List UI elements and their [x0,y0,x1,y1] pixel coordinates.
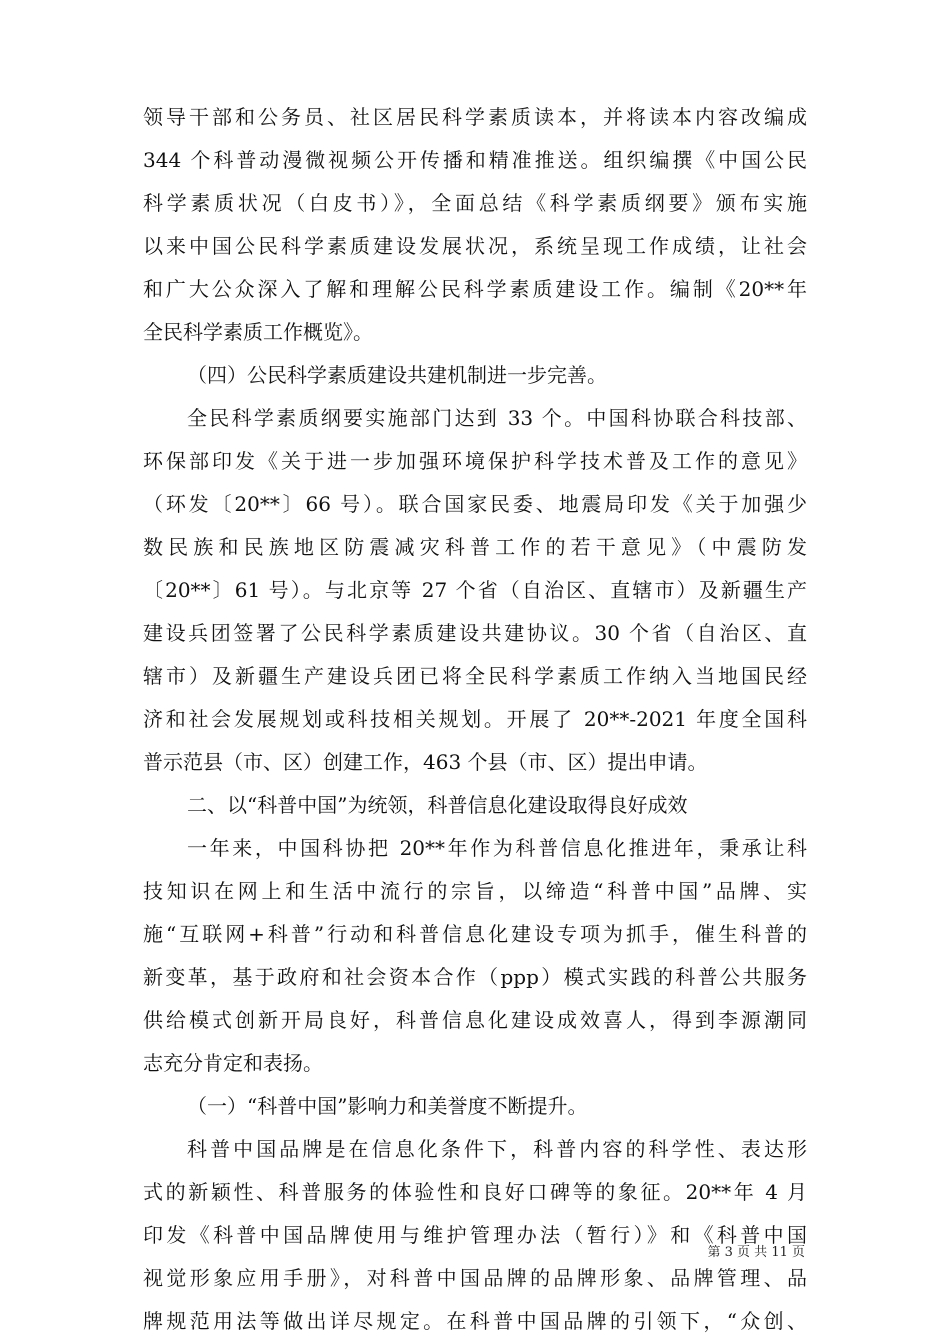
text-line: 志充分肯定和表扬。 [143,1051,323,1075]
text-line: 344 个科普动漫微视频公开传播和精准推送。组织编撰《中国公民 [143,148,807,172]
text-line: （四）公民科学素质建设共建机制进一步完善。 [187,363,607,387]
section-heading [143,784,807,827]
document-body [143,96,807,1343]
text-line: 一年来，中国科协把 20**年作为科普信息化推进年，秉承让科 [187,836,807,860]
text-line: 济和社会发展规划或科技相关规划。开展了 20**-2021 年度全国科 [143,707,807,731]
paragraph [143,827,807,1085]
text-line: 以来中国公民科学素质建设发展状况，系统呈现工作成绩，让社会 [143,234,807,258]
text-line: 普示范县（市、区）创建工作，463 个县（市、区）提出申请。 [143,750,708,774]
paragraph [143,96,807,354]
text-line: 建设兵团签署了公民科学素质建设共建协议。30 个省（自治区、直 [143,621,807,645]
page-number-footer: 第 3 页 共 11 页 [707,1245,805,1260]
text-line: 全民科学素质工作概览》。 [143,320,373,344]
text-line: 环保部印发《关于进一步加强环境保护科学技术普及工作的意见》 [143,449,807,473]
text-line: 新变革，基于政府和社会资本合作（ppp）模式实践的科普公共服务 [143,965,807,989]
paragraph [143,1128,807,1343]
text-line: 科学素质状况（白皮书）》，全面总结《科学素质纲要》颁布实施 [143,191,807,215]
text-line: 领导干部和公务员、社区居民科学素质读本，并将读本内容改编成 [143,105,807,129]
paragraph [143,397,807,784]
text-line: 施“互联网+科普”行动和科普信息化建设专项为抓手，催生科普的 [143,922,807,946]
section-heading [143,1085,807,1128]
text-line: 全民科学素质纲要实施部门达到 33 个。中国科协联合科技部、 [187,406,807,430]
text-line: 式的新颖性、科普服务的体验性和良好口碑等的象征。20**年 4 月 [143,1180,807,1204]
text-line: 供给模式创新开局良好，科普信息化建设成效喜人，得到李源潮同 [143,1008,807,1032]
text-line: （环发〔20**〕66 号）。联合国家民委、地震局印发《关于加强少 [143,492,807,516]
text-line: 技知识在网上和生活中流行的宗旨，以缔造“科普中国”品牌、实 [143,879,807,903]
section-heading [143,354,807,397]
text-line: （一）“科普中国”影响力和美誉度不断提升。 [187,1094,588,1118]
text-line: 〔20**〕61 号）。与北京等 27 个省（自治区、直辖市）及新疆生产 [143,578,807,602]
text-line: 印发《科普中国品牌使用与维护管理办法（暂行）》和《科普中国 [143,1223,807,1247]
text-line: 视觉形象应用手册》，对科普中国品牌的品牌形象、品牌管理、品 [143,1266,807,1290]
text-line: 和广大公众深入了解和理解公民科学素质建设工作。编制《20**年 [143,277,807,301]
text-line: 科普中国品牌是在信息化条件下，科普内容的科学性、表达形 [187,1137,807,1161]
text-line: 二、以“科普中国”为统领，科普信息化建设取得良好成效 [187,793,688,817]
text-line: 牌规范用法等做出详尽规定。在科普中国品牌的引领下，“众创、 [143,1309,807,1333]
text-line: 辖市）及新疆生产建设兵团已将全民科学素质工作纳入当地国民经 [143,664,807,688]
text-line: 数民族和民族地区防震减灾科普工作的若干意见》（中震防发 [143,535,807,559]
